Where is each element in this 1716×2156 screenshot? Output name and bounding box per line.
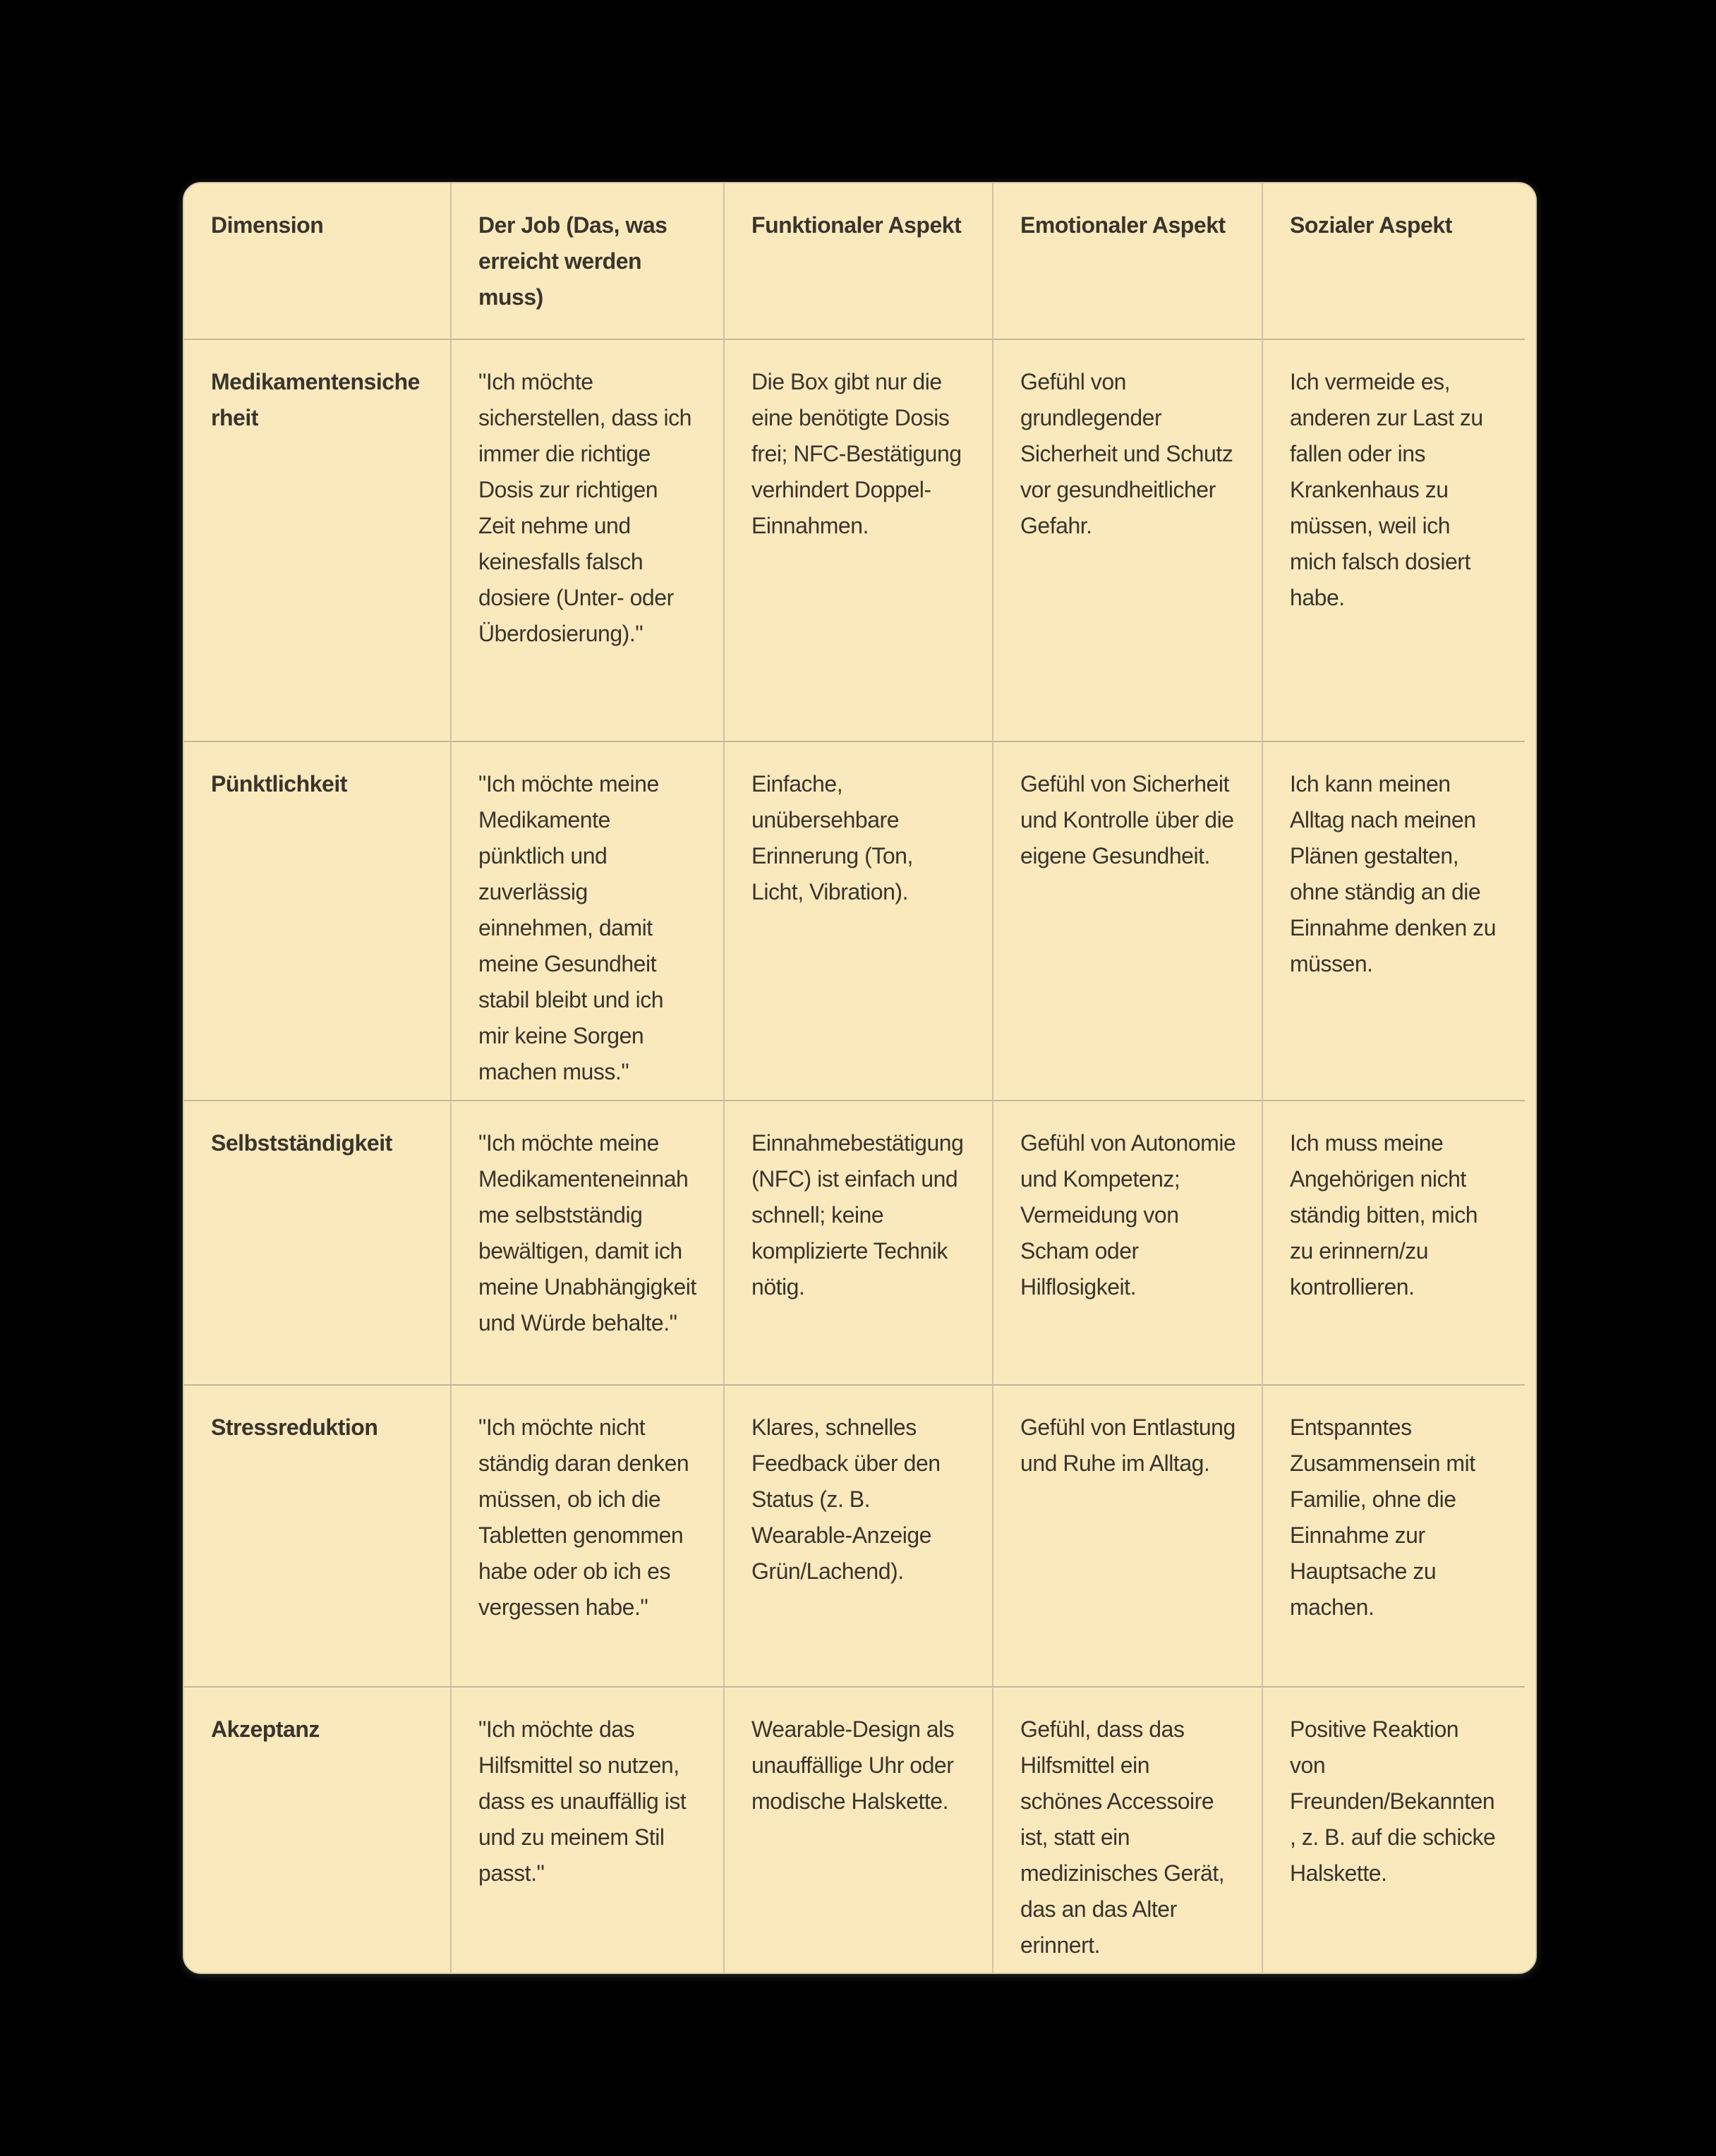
table-cell: Ich vermeide es, anderen zur Last zu fallen oder ins Krankenhaus zu müssen, weil ich mich falsch dosiert habe.: [1262, 339, 1525, 741]
table-cell: "Ich möchte sicherstellen, dass ich immer die richtige Dosis zur richtigen Zeit nehme und keinesfalls falsch dosiere (Unter- oder Überdosierung).": [450, 339, 723, 741]
table-cell: Klares, schnelles Feedback über den Status (z. B. Wearable-Anzeige Grün/Lachend).: [723, 1384, 992, 1686]
table-cell: Einfache, unübersehbare Erinnerung (Ton, Licht, Vibration).: [723, 741, 992, 1100]
table-cell: Gefühl von grundlegender Sicherheit und Schutz vor gesundheitlicher Gefahr.: [992, 339, 1262, 741]
column-header: Emotionaler Aspekt: [992, 183, 1262, 339]
table-cell: "Ich möchte nicht ständig daran denken müssen, ob ich die Tabletten genommen habe oder ob ich es vergessen habe.": [450, 1384, 723, 1686]
row-dimension-cell: Selbstständigkeit: [184, 1100, 450, 1384]
table-cell: Ich muss meine Angehörigen nicht ständig bitten, mich zu erinnern/zu kontrollieren.: [1262, 1100, 1525, 1384]
row-dimension-cell: Stressreduktion: [184, 1384, 450, 1686]
column-header: Der Job (Das, was erreicht werden muss): [450, 183, 723, 339]
table-cell: "Ich möchte das Hilfsmittel so nutzen, dass es unauffällig ist und zu meinem Stil passt.": [450, 1686, 723, 1973]
table-cell: Entspanntes Zusammensein mit Familie, ohne die Einnahme zur Hauptsache zu machen.: [1262, 1384, 1525, 1686]
table-cell: Wearable-Design als unauffällige Uhr oder modische Halskette.: [723, 1686, 992, 1973]
table-cell: "Ich möchte meine Medikamente pünktlich und zuverlässig einnehmen, damit meine Gesundheit stabil bleibt und ich mir keine Sorgen machen muss.": [450, 741, 723, 1100]
table-cell: Gefühl von Sicherheit und Kontrolle über die eigene Gesundheit.: [992, 741, 1262, 1100]
table-cell: Gefühl, dass das Hilfsmittel ein schönes Accessoire ist, statt ein medizinisches Gerät, das an das Alter erinnert.: [992, 1686, 1262, 1973]
column-header: Dimension: [211, 212, 324, 238]
table-cell: Positive Reaktion von Freunden/Bekannten, z. B. auf die schicke Halskette.: [1262, 1686, 1525, 1973]
table-cell: "Ich möchte meine Medikamenteneinnahme selbstständig bewältigen, damit ich meine Unabhängigkeit und Würde behalte.": [450, 1100, 723, 1384]
table-cell: Ich kann meinen Alltag nach meinen Plänen gestalten, ohne ständig an die Einnahme denken zu müssen.: [1262, 741, 1525, 1100]
table-cell: Gefühl von Autonomie und Kompetenz; Vermeidung von Scham oder Hilflosigkeit.: [992, 1100, 1262, 1384]
row-dimension-cell: Akzeptanz: [184, 1686, 450, 1973]
table-cell: Einnahmebestätigung (NFC) ist einfach und schnell; keine komplizierte Technik nötig.: [723, 1100, 992, 1384]
jobs-to-be-done-table: [184, 183, 1535, 1973]
row-dimension-cell: Pünktlichkeit: [184, 741, 450, 1100]
jobs-to-be-done-table-card: [183, 182, 1537, 1974]
row-dimension-cell: Medikamentensicherheit: [184, 339, 450, 741]
column-header: Sozialer Aspekt: [1262, 183, 1525, 339]
table-cell: Gefühl von Entlastung und Ruhe im Alltag.: [992, 1384, 1262, 1686]
column-header: Funktionaler Aspekt: [723, 183, 992, 339]
table-cell: Die Box gibt nur die eine benötigte Dosis frei; NFC-Bestätigung verhindert Doppel-Einnahmen.: [723, 339, 992, 741]
